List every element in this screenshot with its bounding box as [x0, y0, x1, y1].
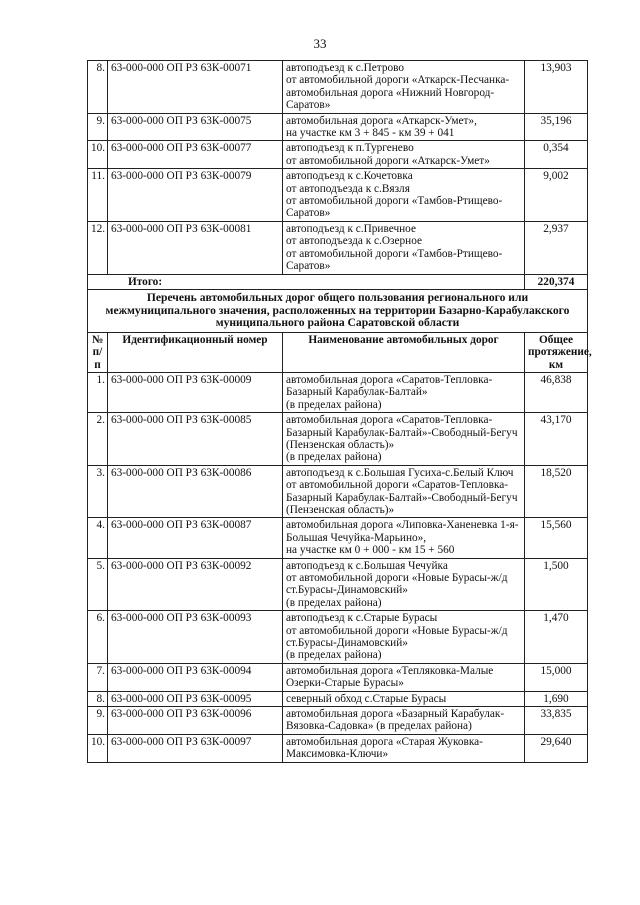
row-id: 63-000-000 ОП РЗ 63К-00077: [108, 141, 283, 169]
row-length: 43,170: [525, 413, 588, 466]
row-name: автомобильная дорога «Липовка-Ханеневка 1-я-Большая Чечуйка-Марьино», на участке км 0 + 000 - км 15 + 560: [283, 518, 525, 558]
table-row: [88, 113, 588, 141]
row-number: 9.: [88, 113, 108, 141]
row-length: 15,000: [525, 663, 588, 691]
total-label: Итого:: [88, 274, 525, 289]
row-number: 4.: [88, 518, 108, 558]
row-id: 63-000-000 ОП РЗ 63К-00079: [108, 169, 283, 222]
total-row: [88, 274, 588, 289]
section-row: [88, 289, 588, 332]
row-name: автоподъезд к с.Привечное от автоподъезда к с.Озерное от автомобильной дороги «Тамбов-Ртищево-Саратов»: [283, 221, 525, 274]
row-length: 1,690: [525, 691, 588, 706]
row-number: 5.: [88, 558, 108, 611]
row-length: 18,520: [525, 465, 588, 518]
row-name: автомобильная дорога «Саратов-Тепловка-Базарный Карабулак-Балтай» (в пределах района): [283, 372, 525, 412]
row-id: 63-000-000 ОП РЗ 63К-00097: [108, 734, 283, 762]
row-number: 8.: [88, 691, 108, 706]
row-length: 13,903: [525, 61, 588, 114]
page-number: 33: [313, 36, 327, 51]
row-length: 46,838: [525, 372, 588, 412]
row-name: автоподъезд к с.Большая Чечуйка от автомобильной дороги «Новые Бурасы-ж/д ст.Бурасы-Динамовский» (в пределах района): [283, 558, 525, 611]
row-length: 29,640: [525, 734, 588, 762]
row-length: 35,196: [525, 113, 588, 141]
table-row: [88, 518, 588, 558]
header-id: Идентификационный номер: [108, 332, 283, 372]
total-value: 220,374: [525, 274, 588, 289]
row-length: 33,835: [525, 707, 588, 735]
top-rows: [88, 61, 588, 275]
header-length: Общее протяжение, км: [525, 332, 588, 372]
table-row: [88, 663, 588, 691]
section-title: Перечень автомобильных дорог общего пользования регионального или межмуниципального значения, расположенных на территории Базарно-Карабулакского муниципального района Саратовской области: [88, 289, 588, 332]
row-name: автомобильная дорога «Аткарск-Умет», на участке км 3 + 845 - км 39 + 041: [283, 113, 525, 141]
row-number: 3.: [88, 465, 108, 518]
row-number: 10.: [88, 141, 108, 169]
row-name: автоподъезд к с.Большая Гусиха-с.Белый Ключ от автомобильной дороги «Саратов-Тепловка-Базарный Карабулак-Балтай»-Свободный-Бегуч (Пензенская область)»: [283, 465, 525, 518]
header-name: Наименование автомобильных дорог: [283, 332, 525, 372]
bottom-rows: [88, 372, 588, 762]
row-name: автоподъезд к с.Старые Бурасы от автомобильной дороги «Новые Бурасы-ж/д ст.Бурасы-Динамовский» (в пределах района): [283, 611, 525, 664]
row-number: 2.: [88, 413, 108, 466]
row-id: 63-000-000 ОП РЗ 63К-00071: [108, 61, 283, 114]
row-id: 63-000-000 ОП РЗ 63К-00009: [108, 372, 283, 412]
table-row: [88, 372, 588, 412]
table-row: [88, 61, 588, 114]
table-row: [88, 734, 588, 762]
table-row: [88, 141, 588, 169]
header-row: [88, 332, 588, 372]
row-name: автомобильная дорога «Базарный Карабулак-Вязовка-Садовка» (в пределах района): [283, 707, 525, 735]
row-id: 63-000-000 ОП РЗ 63К-00081: [108, 221, 283, 274]
row-name: автоподъезд к с.Кочетовка от автоподъезда к с.Вязля от автомобильной дороги «Тамбов-Ртищево-Саратов»: [283, 169, 525, 222]
row-id: 63-000-000 ОП РЗ 63К-00086: [108, 465, 283, 518]
row-length: 1,500: [525, 558, 588, 611]
row-length: 0,354: [525, 141, 588, 169]
row-name: северный обход с.Старые Бурасы: [283, 691, 525, 706]
row-name: автоподъезд к с.Петрово от автомобильной дороги «Аткарск-Песчанка-автомобильная дорога «Нижний Новгород-Саратов»: [283, 61, 525, 114]
row-number: 8.: [88, 61, 108, 114]
row-id: 63-000-000 ОП РЗ 63К-00087: [108, 518, 283, 558]
table-row: [88, 413, 588, 466]
row-number: 1.: [88, 372, 108, 412]
roads-table: [87, 60, 592, 763]
row-number: 10.: [88, 734, 108, 762]
row-number: 7.: [88, 663, 108, 691]
row-name: автомобильная дорога «Саратов-Тепловка-Базарный Карабулак-Балтай»-Свободный-Бегуч (Пензенская область)» (в пределах района): [283, 413, 525, 466]
row-name: автоподъезд к п.Тургенево от автомобильной дороги «Аткарск-Умет»: [283, 141, 525, 169]
table-row: [88, 611, 588, 664]
row-name: автомобильная дорога «Тепляковка-Малые Озерки-Старые Бурасы»: [283, 663, 525, 691]
header-number: № п/п: [88, 332, 108, 372]
row-id: 63-000-000 ОП РЗ 63К-00075: [108, 113, 283, 141]
row-number: 12.: [88, 221, 108, 274]
row-name: автомобильная дорога «Старая Жуковка-Максимовка-Ключи»: [283, 734, 525, 762]
row-length: 2,937: [525, 221, 588, 274]
row-id: 63-000-000 ОП РЗ 63К-00093: [108, 611, 283, 664]
table-row: [88, 707, 588, 735]
row-length: 9,002: [525, 169, 588, 222]
table-row: [88, 169, 588, 222]
table-row: [88, 558, 588, 611]
table-row: [88, 465, 588, 518]
row-id: 63-000-000 ОП РЗ 63К-00085: [108, 413, 283, 466]
row-number: 11.: [88, 169, 108, 222]
row-id: 63-000-000 ОП РЗ 63К-00094: [108, 663, 283, 691]
row-id: 63-000-000 ОП РЗ 63К-00096: [108, 707, 283, 735]
row-number: 6.: [88, 611, 108, 664]
row-id: 63-000-000 ОП РЗ 63К-00092: [108, 558, 283, 611]
row-id: 63-000-000 ОП РЗ 63К-00095: [108, 691, 283, 706]
row-length: 1,470: [525, 611, 588, 664]
row-number: 9.: [88, 707, 108, 735]
table-row: [88, 221, 588, 274]
table-row: [88, 691, 588, 706]
row-length: 15,560: [525, 518, 588, 558]
